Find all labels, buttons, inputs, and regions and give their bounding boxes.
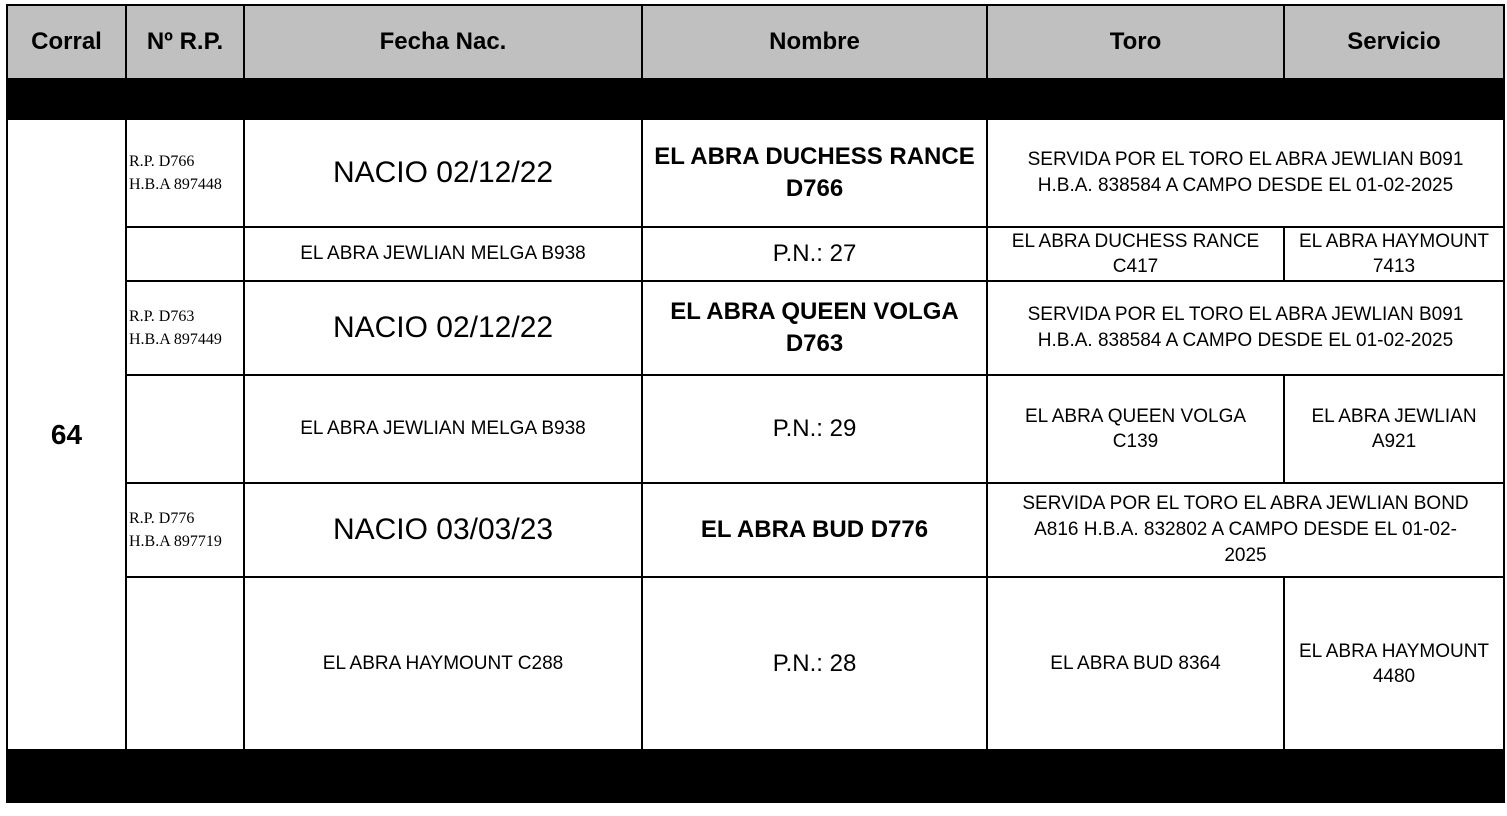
- grandsire-line2: 7413: [1372, 256, 1416, 277]
- table-row: [7, 483, 1504, 577]
- breeding-table: [6, 4, 1505, 803]
- header-rp: Nº R.P.: [126, 5, 244, 79]
- sire-line2: C139: [1112, 431, 1159, 452]
- service-info: [987, 281, 1504, 375]
- service-line1: SERVIDA POR EL TORO EL ABRA JEWLIAN B091: [1027, 149, 1464, 170]
- grandsire-line1: EL ABRA HAYMOUNT: [1298, 640, 1490, 662]
- sire-name: [987, 227, 1284, 281]
- animal-name-line2: D763: [785, 330, 844, 357]
- table-row: [7, 281, 1504, 375]
- sire-line2: C417: [1112, 256, 1159, 277]
- animal-name-line2: D766: [785, 175, 844, 202]
- footer-cell: [7, 750, 1504, 802]
- grandsire-line1: EL ABRA HAYMOUNT: [1298, 231, 1490, 252]
- rp-number: R.P. D776: [129, 510, 195, 527]
- birth-date: NACIO 02/12/22: [244, 281, 642, 375]
- table-row: [7, 119, 1504, 227]
- rp-empty-cell: [126, 227, 244, 281]
- service-line2: A816 H.B.A. 832802 A CAMPO DESDE EL 01-02-: [1034, 519, 1457, 540]
- separator-band: [7, 79, 1504, 119]
- animal-name-line1: EL ABRA DUCHESS RANCE: [654, 143, 975, 170]
- corral-number: 64: [7, 119, 126, 750]
- birth-date: NACIO 03/03/23: [244, 483, 642, 577]
- animal-name-line1: EL ABRA QUEEN VOLGA: [670, 298, 959, 325]
- table-row: [7, 227, 1504, 281]
- grandsire-line2: A921: [1371, 431, 1417, 452]
- service-line2: H.B.A. 838584 A CAMPO DESDE EL 01-02-2025: [1037, 175, 1454, 196]
- rp-number: R.P. D763: [129, 308, 195, 325]
- rp-cell: [126, 281, 244, 375]
- separator-cell: [7, 79, 1504, 119]
- mother-name: EL ABRA JEWLIAN MELGA B938: [244, 227, 642, 281]
- rp-cell: [126, 119, 244, 227]
- service-info: [987, 483, 1504, 577]
- birth-weight: P.N.: 27: [642, 227, 987, 281]
- sire-name: [987, 375, 1284, 483]
- header-nombre: Nombre: [642, 5, 987, 79]
- mother-name: EL ABRA JEWLIAN MELGA B938: [244, 375, 642, 483]
- service-line1: SERVIDA POR EL TORO EL ABRA JEWLIAN BOND: [1022, 493, 1469, 514]
- birth-weight: P.N.: 28: [642, 577, 987, 750]
- header-fecha: Fecha Nac.: [244, 5, 642, 79]
- mother-name: EL ABRA HAYMOUNT C288: [244, 577, 642, 750]
- header-toro: Toro: [987, 5, 1284, 79]
- birth-weight: P.N.: 29: [642, 375, 987, 483]
- grandsire-name: [1284, 577, 1504, 750]
- rp-number: R.P. D766: [129, 153, 195, 170]
- service-line2: H.B.A. 838584 A CAMPO DESDE EL 01-02-2025: [1037, 330, 1454, 351]
- animal-name: EL ABRA BUD D776: [642, 483, 987, 577]
- animal-name: [642, 119, 987, 227]
- grandsire-name: [1284, 227, 1504, 281]
- table-row: [7, 577, 1504, 750]
- service-info: [987, 119, 1504, 227]
- header-row: [7, 5, 1504, 79]
- service-line1: SERVIDA POR EL TORO EL ABRA JEWLIAN B091: [1027, 304, 1464, 325]
- header-servicio: Servicio: [1284, 5, 1504, 79]
- rp-empty-cell: [126, 375, 244, 483]
- sire-line1: EL ABRA DUCHESS RANCE: [1011, 231, 1260, 252]
- grandsire-line1: EL ABRA JEWLIAN: [1311, 406, 1477, 427]
- rp-empty-cell: [126, 577, 244, 750]
- rp-cell: [126, 483, 244, 577]
- hba-number: H.B.A 897448: [129, 176, 222, 193]
- animal-name: [642, 281, 987, 375]
- header-corral: Corral: [7, 5, 126, 79]
- grandsire-line2: 4480: [1372, 665, 1416, 687]
- footer-band: [7, 750, 1504, 802]
- sire-line1: EL ABRA QUEEN VOLGA: [1024, 406, 1247, 427]
- table-row: [7, 375, 1504, 483]
- sire-name: EL ABRA BUD 8364: [987, 577, 1284, 750]
- grandsire-name: [1284, 375, 1504, 483]
- service-line3: 2025: [1224, 545, 1267, 566]
- birth-date: NACIO 02/12/22: [244, 119, 642, 227]
- hba-number: H.B.A 897449: [129, 331, 222, 348]
- hba-number: H.B.A 897719: [129, 533, 222, 550]
